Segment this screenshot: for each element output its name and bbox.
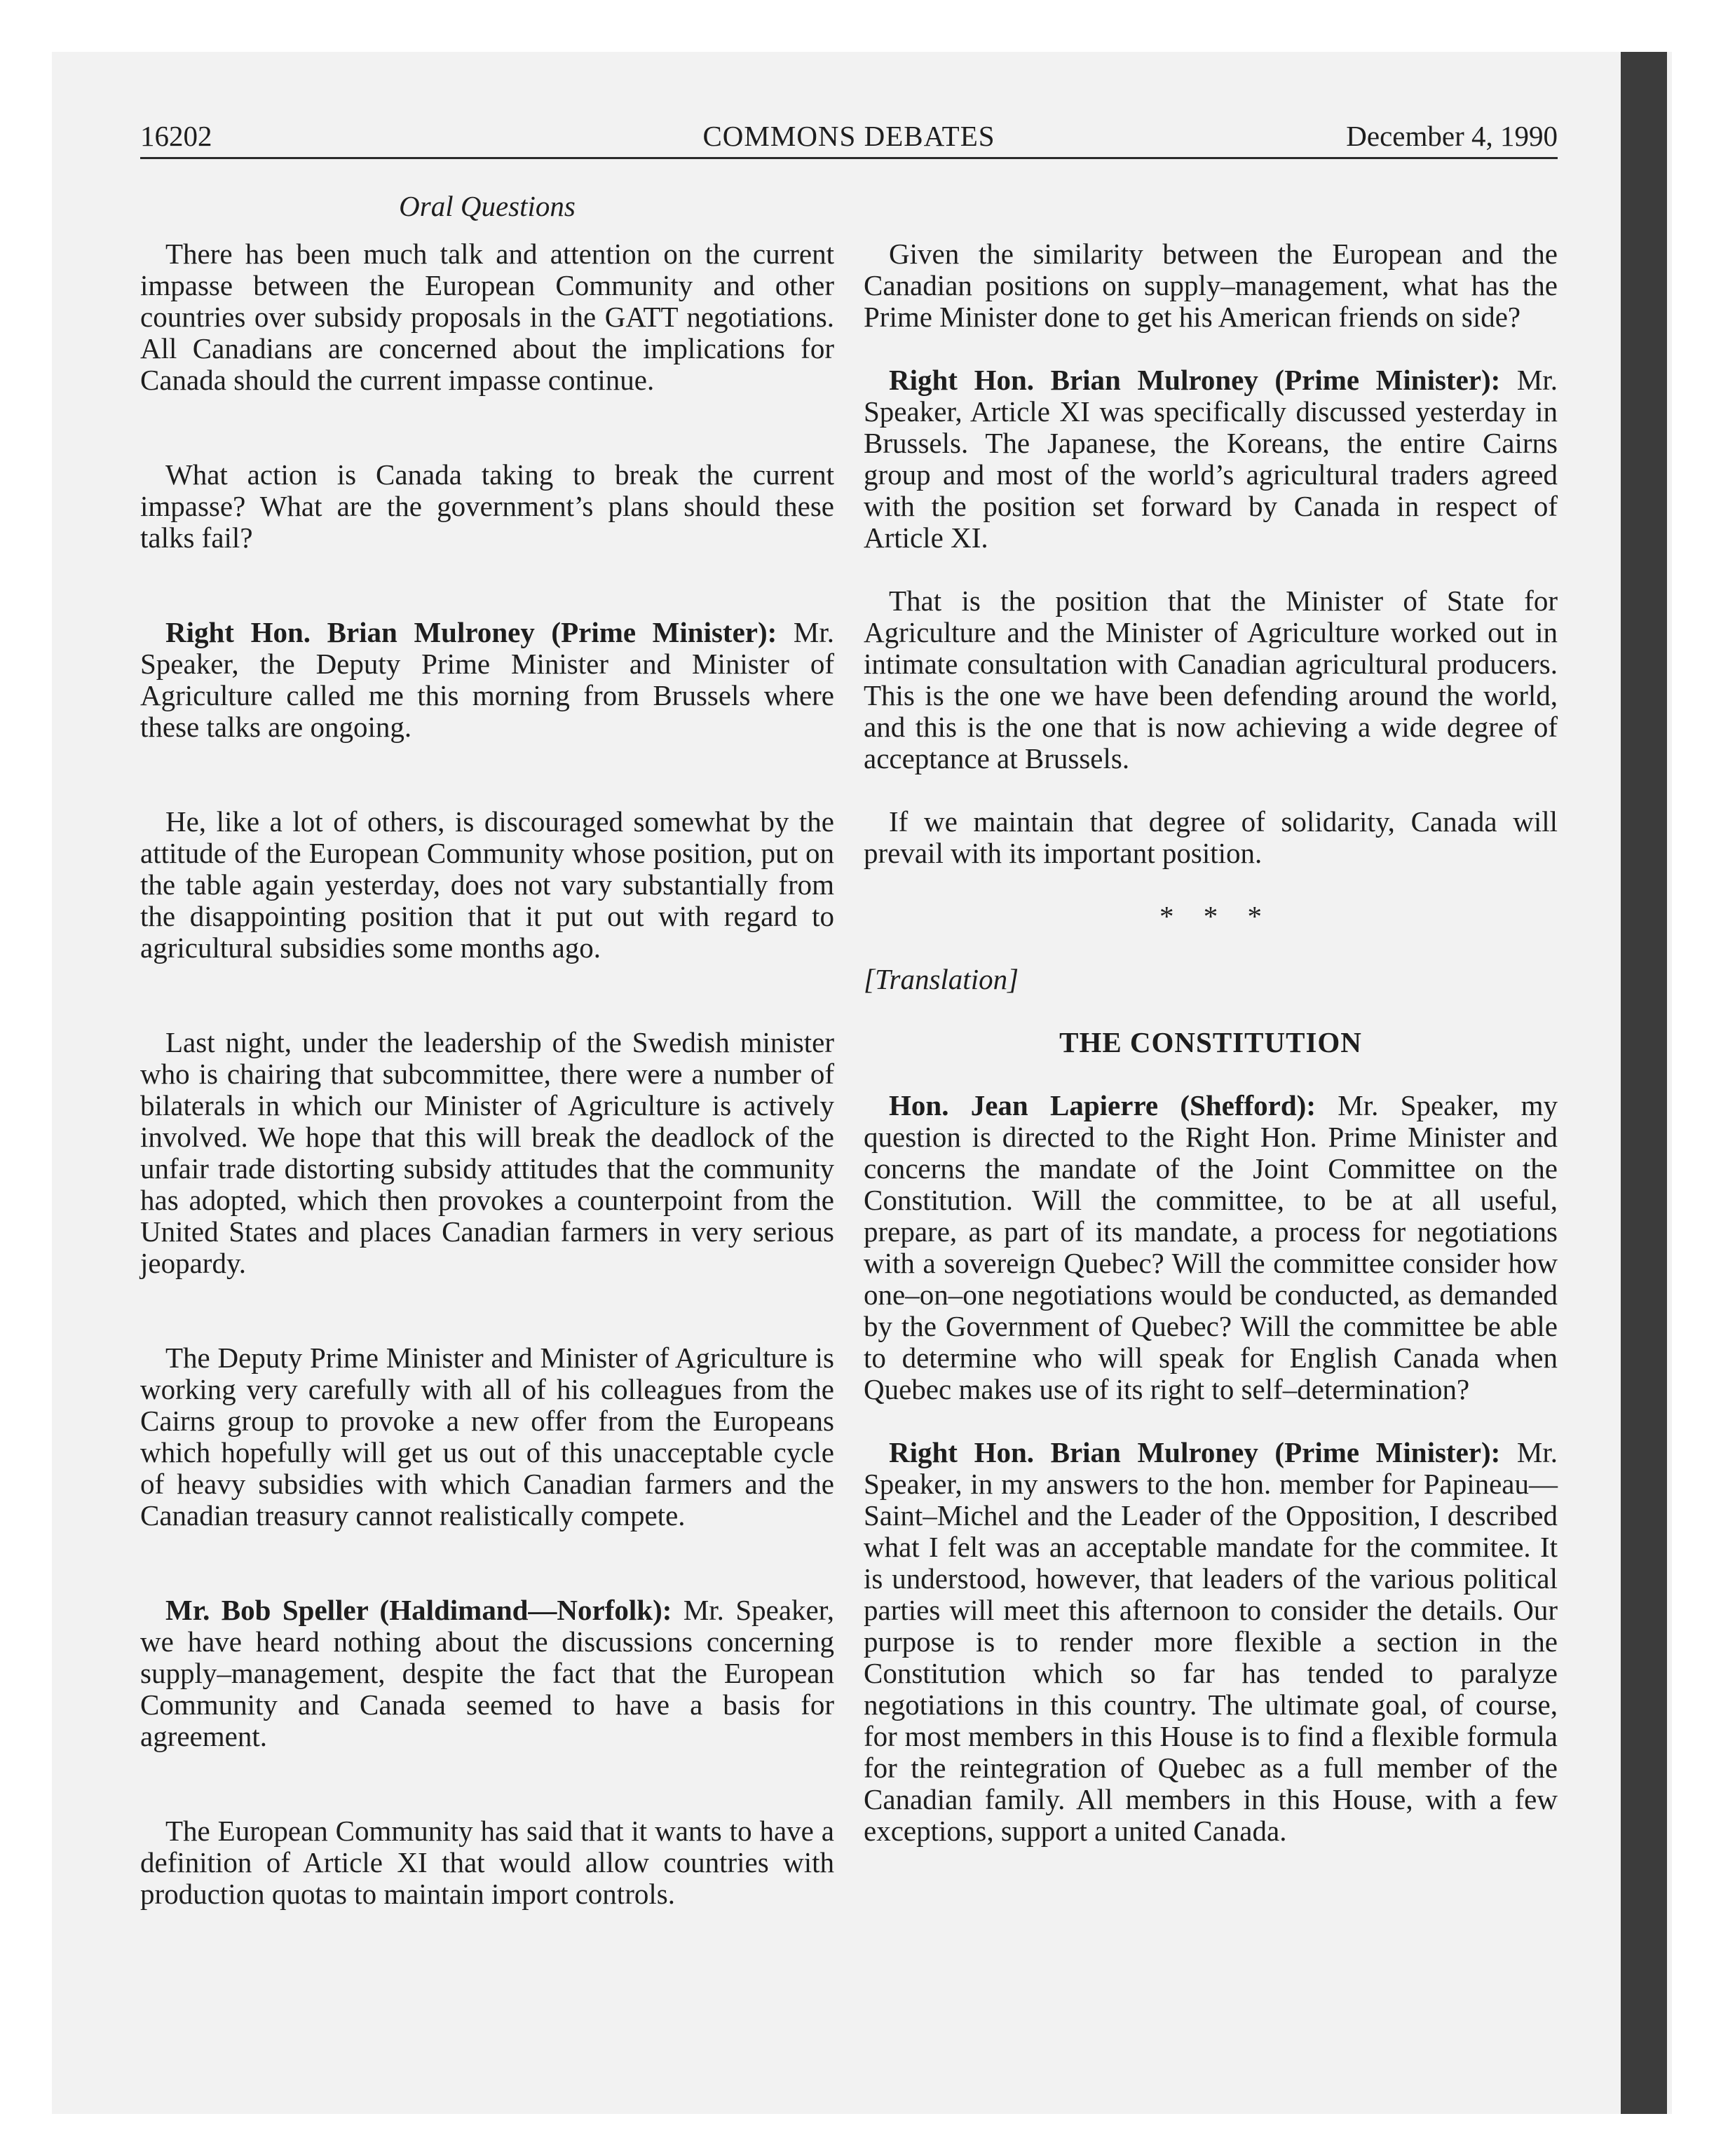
paragraph: What action is Canada taking to break the current impasse? What are the government’s plans should these talks fail? xyxy=(140,458,834,554)
section-break: * * * xyxy=(1159,900,1273,932)
paragraph: The Deputy Prime Minister and Minister of Agriculture is working very carefully with all of his colleagues from the Cairns group to provoke a new offer from the Europeans which hopefully will get us out of this unacceptable cycle of heavy subsidies with which Canadian farmers and the Canadian treasury cannot realistically compete. xyxy=(140,1342,834,1531)
paragraph: Given the similarity between the European and the Canadian positions on supply–management, what has the Prime Minister done to get his American friends on side? xyxy=(864,238,1558,333)
publication-title: COMMONS DEBATES xyxy=(702,120,995,152)
paragraph: Last night, under the leadership of the Swedish minister who is chairing that subcommittee, there were a number of bilaterals in which our Minister of Agriculture is actively involved. We hope that this will break the deadlock of the unfair trade distorting subsidy attitudes that the community has adopted, which then provokes a counterpoint from the United States and places Canadian farmers in very serious jeopardy. xyxy=(140,1026,834,1279)
speaker-name: Hon. Jean Lapierre (Shefford): xyxy=(889,1089,1316,1121)
paragraph: That is the position that the Minister of State for Agriculture and the Minister of Agriculture worked out in intimate consultation with Canadian agricultural producers. This is the one we have been defending around the world, and this is the one that is now achieving a wide degree of acceptance at Brussels. xyxy=(864,585,1558,775)
right-column xyxy=(864,238,1558,1847)
page-number: 16202 xyxy=(140,120,212,152)
speaker-name: Right Hon. Brian Mulroney (Prime Minister): xyxy=(889,364,1501,396)
publication-date: December 4, 1990 xyxy=(1346,120,1558,152)
left-column xyxy=(140,238,834,1910)
paragraph: Right Hon. Brian Mulroney (Prime Minister): Mr. Speaker, Article XI was specifically discussed yesterday in Brussels. The Japanese, the Koreans, the entire Cairns group and most of the world’s agricultural traders agreed with the position set forward by Canada in respect of Article XI. xyxy=(864,364,1558,554)
running-title: Oral Questions xyxy=(399,190,576,222)
page-header xyxy=(140,115,1558,157)
paragraph: Mr. Bob Speller (Haldimand—Norfolk): Mr. Speaker, we have heard nothing about the discussions concerning supply–management, despite the fact that the European Community and Canada seemed to have a basis for agreement. xyxy=(140,1594,834,1752)
paragraph: The European Community has said that it wants to have a definition of Article XI that would allow countries with production quotas to maintain import controls. xyxy=(140,1815,834,1910)
header-rule xyxy=(140,157,1558,159)
translation-note: [Translation] xyxy=(864,963,1019,995)
speaker-name: Mr. Bob Speller (Haldimand—Norfolk): xyxy=(165,1594,672,1626)
section-heading: THE CONSTITUTION xyxy=(1059,1026,1362,1058)
paragraph: Hon. Jean Lapierre (Shefford): Mr. Speaker, my question is directed to the Right Hon. Prime Minister and concerns the mandate of the Joint Committee on the Constitution. Will the committee, to be at all useful, prepare, as part of its mandate, a process for negotiations with a sovereign Quebec? Will the committee consider how one–on–one negotiations would be conducted, as demanded by the Government of Quebec? Will the committee be able to determine who will speak for English Canada when Quebec makes use of its right to self–determination? xyxy=(864,1089,1558,1405)
paragraph: He, like a lot of others, is discouraged somewhat by the attitude of the European Community whose position, put on the table again yesterday, does not vary substantially from the disappointing position that it put out with regard to agricultural subsidies some months ago. xyxy=(140,805,834,964)
speaker-name: Right Hon. Brian Mulroney (Prime Minister): xyxy=(165,616,777,648)
paragraph: Right Hon. Brian Mulroney (Prime Minister): Mr. Speaker, in my answers to the hon. member for Papineau—Saint–Michel and the Leader of the Opposition, I described what I felt was an acceptable mandate for the commitee. It is understood, however, that leaders of the various political parties will meet this afternoon to consider the details. Our purpose is to render more flexible a section in the Constitution which so far has tended to paralyze negotiations in this country. The ultimate goal, of course, for most members in this House is to find a flexible formula for the reintegration of Quebec as a full member of the Canadian family. All members in this House, with a few exceptions, support a united Canada. xyxy=(864,1436,1558,1847)
scan-edge-shadow xyxy=(1621,52,1667,2114)
paragraph: There has been much talk and attention on the current impasse between the European Community and other countries over subsidy proposals in the GATT negotiations. All Canadians are concerned about the implications for Canada should the current impasse continue. xyxy=(140,238,834,396)
paragraph: Right Hon. Brian Mulroney (Prime Minister): Mr. Speaker, the Deputy Prime Minister and Minister of Agriculture called me this morning from Brussels where these talks are ongoing. xyxy=(140,616,834,743)
paragraph: If we maintain that degree of solidarity, Canada will prevail with its important position. xyxy=(864,805,1558,869)
speaker-name: Right Hon. Brian Mulroney (Prime Minister): xyxy=(889,1436,1501,1468)
